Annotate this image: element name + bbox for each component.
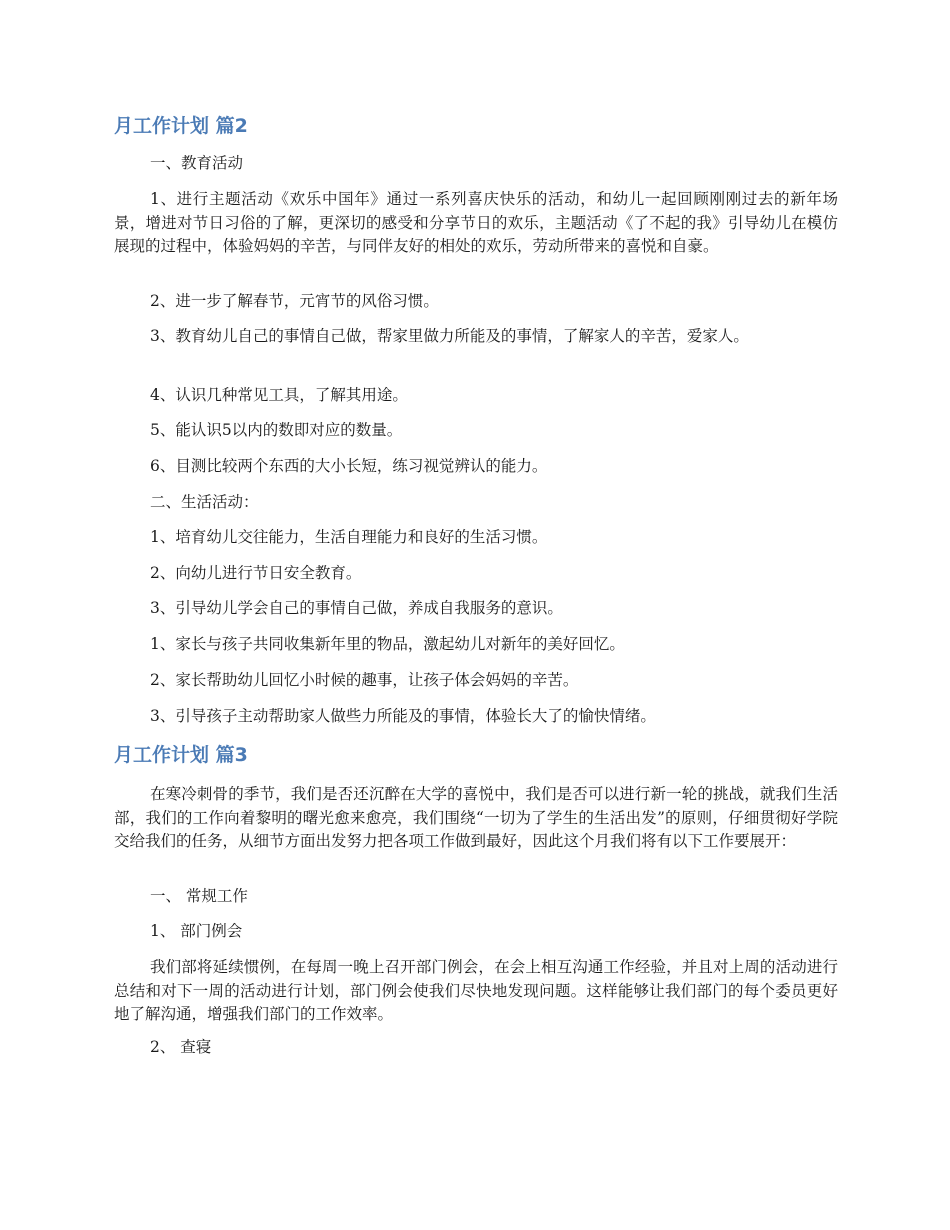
- paragraph: 4、认识几种常见工具，了解其用途。: [150, 386, 408, 404]
- section-heading-2: 月工作计划 篇2: [114, 115, 248, 137]
- paragraph: 3、引导孩子主动帮助家人做些力所能及的事情，体验长大了的愉快情绪。: [150, 707, 656, 725]
- paragraph: 2、向幼儿进行节日安全教育。: [150, 564, 362, 582]
- paragraph: 1、 部门例会: [150, 922, 243, 940]
- paragraph: 2、家长帮助幼儿回忆小时候的趣事，让孩子体会妈妈的辛苦。: [150, 671, 579, 689]
- paragraph: 2、 查寝: [150, 1038, 212, 1056]
- paragraph: 3、引导幼儿学会自己的事情自己做，养成自我服务的意识。: [150, 599, 563, 617]
- paragraph: 6、目测比较两个东西的大小长短，练习视觉辨认的能力。: [150, 457, 548, 475]
- paragraph: 一、 常规工作: [150, 887, 248, 905]
- paragraph: 1、进行主题活动《欢乐中国年》通过一系列喜庆快乐的活动，和幼儿一起回顾刚刚过去的新年场景，增进对节日习俗的了解，更深切的感受和分享节日的欢乐，主题活动《了不起的我》引导幼儿在模仿展现的过程中，体验妈妈的辛苦，与同伴友好的相处的欢乐，劳动所带来的喜悦和自豪。: [114, 190, 838, 255]
- paragraph: 二、生活活动：: [150, 493, 259, 511]
- paragraph: 我们部将延续惯例，在每周一晚上召开部门例会，在会上相互沟通工作经验，并且对上周的活动进行总结和对下一周的活动进行计划，部门例会使我们尽快地发现问题。这样能够让我们部门的每个委员更好地了解沟通，增强我们部门的工作效率。: [114, 958, 838, 1023]
- section-heading-3: 月工作计划 篇3: [114, 744, 248, 766]
- paragraph: 1、培育幼儿交往能力，生活自理能力和良好的生活习惯。: [150, 528, 548, 546]
- paragraph: 1、家长与孩子共同收集新年里的物品，激起幼儿对新年的美好回忆。: [150, 635, 625, 653]
- paragraph: 2、进一步了解春节，元宵节的风俗习惯。: [150, 292, 439, 310]
- paragraph: 5、能认识5以内的数即对应的数量。: [150, 421, 403, 439]
- paragraph: 一、教育活动: [150, 154, 244, 172]
- paragraph: 在寒冷刺骨的季节，我们是否还沉醉在大学的喜悦中，我们是否可以进行新一轮的挑战，就我们生活部，我们的工作向着黎明的曙光愈来愈亮，我们围绕“一切为了学生的生活出发”的原则，仔细贯彻好学院交给我们的任务，从细节方面出发努力把各项工作做到最好，因此这个月我们将有以下工作要展开：: [114, 785, 838, 850]
- paragraph: 3、教育幼儿自己的事情自己做，帮家里做力所能及的事情，了解家人的辛苦，爱家人。: [150, 327, 749, 345]
